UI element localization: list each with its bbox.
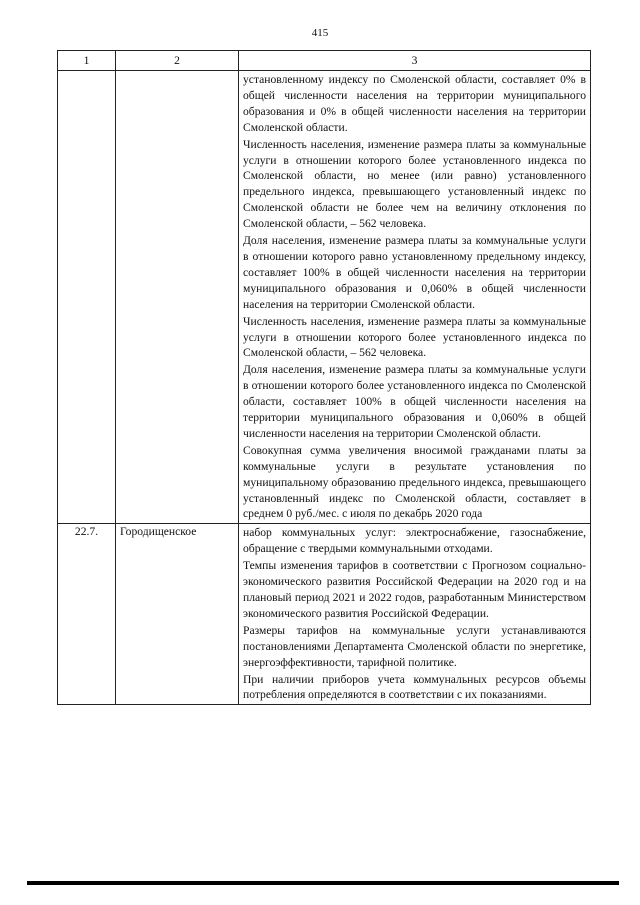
bottom-rule (27, 881, 619, 885)
municipality-name: Городищенское (116, 524, 239, 705)
table-row (58, 71, 591, 524)
paragraph: установленному индексу по Смоленской области, составляет 0% в общей численности населения на территории муниципального образования и 0% в общей численности населения на территории Смоленской области. (243, 73, 586, 134)
paragraph: Численность населения, изменение размера платы за коммунальные услуги в отношении которого более установленного индекса по Смоленской области, – 562 человека. (243, 314, 586, 360)
row-number: 22.7. (58, 524, 116, 705)
paragraph: набор коммунальных услуг: электроснабжение, газоснабжение, обращение с твердыми коммунальными отходами. (243, 526, 586, 556)
municipality-name (116, 71, 239, 524)
page-number: 415 (311, 27, 329, 39)
description-cell (239, 71, 591, 524)
document-table (57, 50, 591, 705)
paragraph: Совокупная сумма увеличения вносимой гражданами платы за коммунальные услуги в результате установления по муниципальному образованию предельного индекса, превышающего установленный индекс по Смоленской области, составляет в среднем 0 руб./мес. с июля по декабрь 2020 года (243, 443, 586, 521)
column-header-3: 3 (239, 51, 591, 71)
description-cell (239, 524, 591, 705)
table-row (58, 524, 591, 705)
paragraph: Численность населения, изменение размера платы за коммунальные услуги в отношении которого более установленного индекса по Смоленской области, но менее (или равно) установленного предельного индекса, превышающего установленный индекс по Смоленской области не более чем на величину отклонения по Смоленской области, – 562 человека. (243, 137, 586, 231)
column-header-1: 1 (58, 51, 116, 71)
paragraph: При наличии приборов учета коммунальных ресурсов объемы потребления определяются в соответствии с их показаниями. (243, 672, 586, 702)
paragraph: Темпы изменения тарифов в соответствии с Прогнозом социально-экономического развития Российской Федерации на 2020 год и на плановый период 2021 и 2022 годов, разработанным Министерством экономического развития Российской Федерации. (243, 559, 586, 620)
paragraph: Доля населения, изменение размера платы за коммунальные услуги в отношении которого более установленного индекса по Смоленской области, составляет 100% в общей численности населения на территории муниципального образования и 0,060% в общей численности населения на территории Смоленской области. (243, 363, 586, 440)
table-header-row (58, 51, 591, 71)
paragraph: Размеры тарифов на коммунальные услуги устанавливаются постановлениями Департамента Смоленской области по энергетике, энергоэффективности, тарифной политике. (243, 623, 586, 669)
paragraph: Доля населения, изменение размера платы за коммунальные услуги в отношении которого равно установленному предельному индексу, составляет 100% в общей численности населения на территории муниципального образования и 0,060% в общей численности населения на территории Смоленской области. (243, 234, 586, 311)
row-number (58, 71, 116, 524)
column-header-2: 2 (116, 51, 239, 71)
